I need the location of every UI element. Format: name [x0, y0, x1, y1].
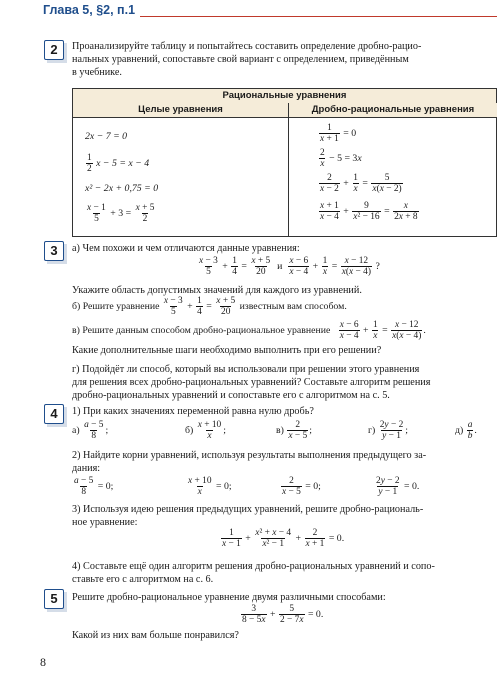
task-number-2: 2 [44, 40, 64, 60]
task3-a-equations: x − 3 5 + 1 4 = x + 5 20 и x − 6 x − 4 + 1 x = x − 12 x(x − 4) ? [199, 256, 380, 277]
task5-equation: 3 8 − 5x + 5 2 − 7x = 0. [242, 604, 324, 625]
task3-g2: для решения всех дробно-рациональных уравнений? Составьте алгоритм решения [72, 377, 431, 388]
task4-root-eq-1: a − 5 8 = 0; [74, 476, 114, 497]
option-label: а) [72, 425, 80, 436]
task3-b-text: б) Решите уравнение [72, 301, 160, 312]
task3-v-text: в) Решите данным способом дробно-рациональное уравнение [72, 325, 331, 336]
task2-line1: Проанализируйте таблицу и попытайтесь составить определение дробно-рацио- [72, 41, 422, 52]
whole-equation-3: x² − 2x + 0,75 = 0 [85, 183, 159, 194]
task4-p3a: 3) Используя идею решения предыдущих уравнений, решите дробно-рациональ- [72, 504, 424, 515]
task3-and: и [277, 261, 283, 272]
task-number-4: 4 [44, 404, 64, 424]
task3-b-text2: известным вам способом. [239, 301, 347, 312]
option-label: д) [455, 425, 464, 436]
option-label: г) [368, 425, 376, 436]
task4-root-eq-3: 2 x − 5 = 0; [282, 476, 321, 497]
task3-b: б) Решите уравнение x − 3 5 + 1 4 = x + 5 20 известным вам способом. [72, 296, 347, 317]
task3-a-question: а) Чем похожи и чем отличаются данные уравнения: [72, 243, 300, 254]
task5-line2: Какой из них вам больше понравился? [72, 630, 239, 641]
task3-g1: г) Подойдёт ли способ, который вы использовали при решении этого уравнения [72, 364, 420, 375]
option-label: б) [185, 425, 194, 436]
table-divider [288, 103, 289, 237]
task-number-5: 5 [44, 589, 64, 609]
task4-p3b: ное уравнение: [72, 517, 138, 528]
task4-p2b: дания: [72, 463, 101, 474]
fractional-equation-4: x + 1 x − 4 + 9 x² − 16 = x 2x + 8 [320, 201, 418, 222]
task4-option-a: а) a − 5 8 ; [72, 420, 109, 441]
task2-line2: нальных уравнений, сопоставьте свой вариант с определением, приведённым [72, 54, 409, 65]
task3-v2: Какие дополнительные шаги необходимо выполнить при его решении? [72, 345, 382, 356]
task4-option-g: г) 2y − 2 y − 1 ; [368, 420, 408, 441]
option-label: в) [276, 425, 284, 436]
task3-g3: дробно-рациональных уравнений и сопоставьте его с алгоритмом на с. 5. [72, 390, 390, 401]
fractional-equation-3: 2 x − 2 + 1 x = 5 x(x − 2) [320, 173, 402, 194]
task-number-3: 3 [44, 241, 64, 261]
task4-option-d: д) a b . [455, 420, 477, 441]
table-caption: Рациональные уравнения [73, 89, 496, 104]
whole-equation-2: 1 2 x − 5 = x − 4 [87, 153, 150, 174]
task5-line1: Решите дробно-рациональное уравнение двумя различными способами: [72, 592, 386, 603]
task4-p4b: ставьте его с алгоритмом на с. 6. [72, 574, 214, 585]
task4-option-b: б) x + 10 x ; [185, 420, 226, 441]
task4-root-eq-4: 2y − 2 y − 1 = 0. [376, 476, 420, 497]
task4-p4a: 4) Составьте ещё один алгоритм решения дробно-рациональных уравнений и сопо- [72, 561, 435, 572]
task2-line3: в учебнике. [72, 67, 122, 78]
table-header-whole: Целые уравнения [73, 103, 288, 118]
equations-table [72, 88, 497, 237]
header-rule [140, 16, 497, 17]
task4-p2a: 2) Найдите корни уравнений, используя результаты выполнения предыдущего за- [72, 450, 427, 461]
fractional-equation-2: 2 x − 5 = 3 x [320, 148, 362, 169]
task4-p1: 1) При каких значениях переменной равна нулю дробь? [72, 406, 314, 417]
task3-a2: Укажите область допустимых значений для каждого из уравнений. [72, 285, 362, 296]
fractional-equation-1: 1 x + 1 = 0 [320, 123, 357, 144]
task4-option-v: в) 2 x − 5 ; [276, 420, 312, 441]
page-number: 8 [40, 655, 46, 669]
task3-v: в) Решите данным способом дробно-рациональное уравнение x − 6 x − 4 + 1 x = x − 12 x(x − 4) . [72, 320, 426, 341]
task4-p3-equation: 1 x − 1 + x² + x − 4 x² − 1 + 2 x + 1 = 0. [222, 528, 345, 549]
whole-equation-4: x − 1 5 + 3 = x + 5 2 [87, 203, 155, 224]
table-header-fractional: Дробно-рациональные уравнения [289, 103, 497, 118]
task4-root-eq-2: x + 10 x = 0; [188, 476, 232, 497]
task3-question-mark: ? [375, 261, 380, 272]
whole-equation-1: 2x − 7 = 0 [85, 131, 128, 142]
chapter-header: Глава 5, §2, п.1 [43, 3, 136, 17]
